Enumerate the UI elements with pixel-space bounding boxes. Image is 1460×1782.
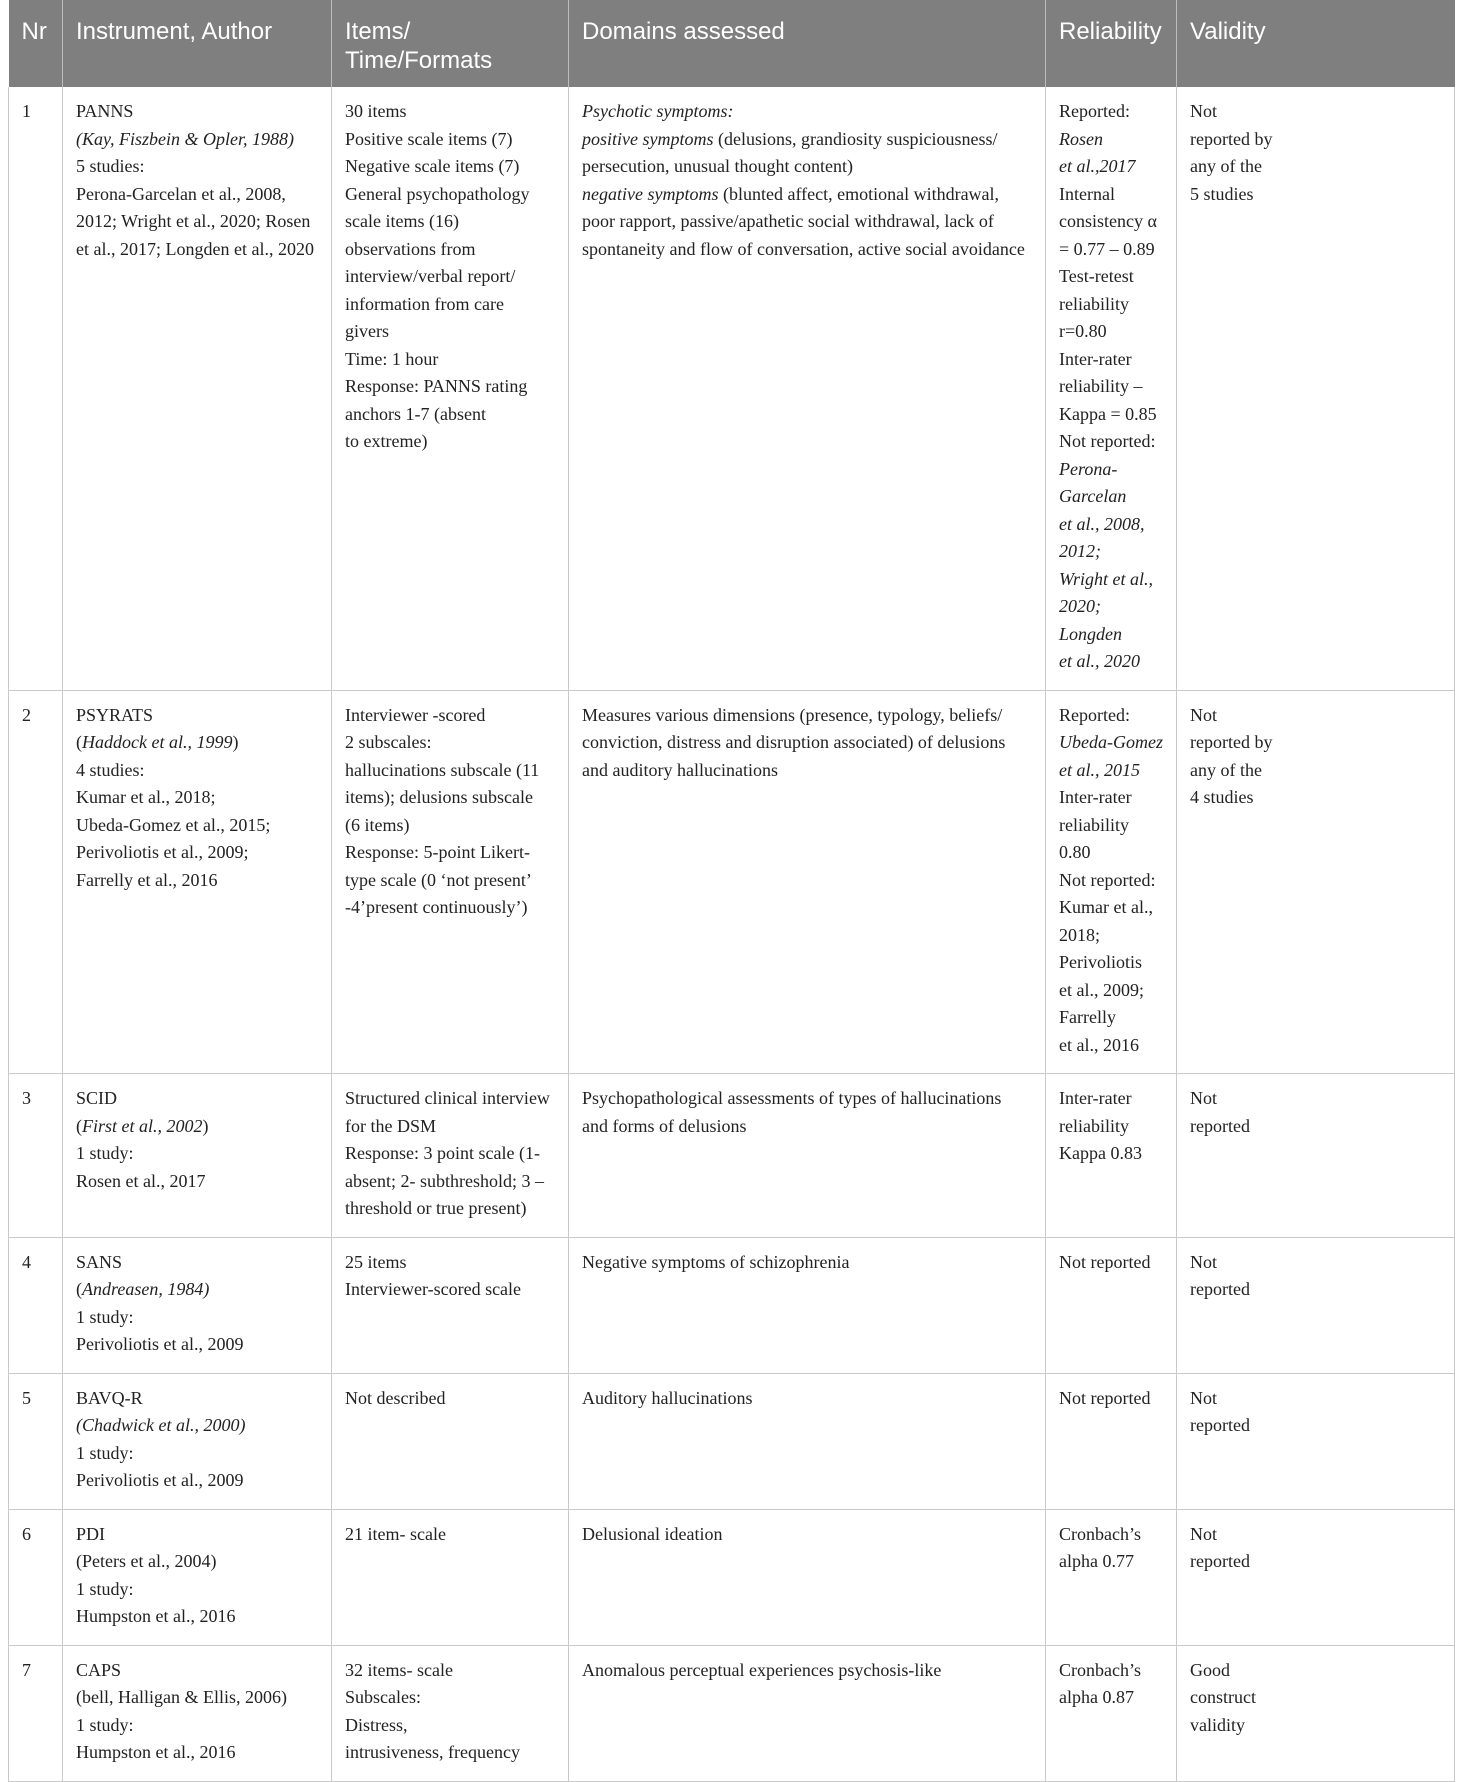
table-row [9,1645,1455,1781]
reported-label: Reported: [1059,704,1130,725]
items-line: to extreme) [345,431,428,451]
not-reported-ref: Longden [1059,623,1122,644]
study-ref: et al., 2017; Longden et al., 2020 [76,238,314,259]
domains-line: and forms of delusions [582,1115,747,1136]
study-ref: Kumar et al., 2018; [76,787,216,807]
not-reported-ref: et al., 2016 [1059,1034,1139,1055]
cell-validity [1177,690,1455,1074]
validity-line: reported [1190,1551,1250,1571]
instrument-author [76,1276,319,1304]
author-paren: ) [232,732,239,752]
not-reported-label: Not reported: [1059,869,1156,890]
cell-instrument [63,1237,332,1373]
cell-domains [569,1645,1046,1781]
cell-validity [1177,1373,1455,1509]
reliability-line: Cronbach’s [1059,1523,1141,1544]
not-reported-ref: 2020; [1059,596,1101,616]
items-line: Response: PANNS rating [345,376,528,396]
header-nr: Nr [9,0,63,87]
items-line: 25 items [345,1251,407,1272]
not-reported-ref: Garcelan [1059,486,1127,506]
instrument-author: (Kay, Fiszbein & Opler, 1988) [76,128,294,149]
reported-ref: Rosen [1059,128,1103,149]
items-line: information from care [345,293,504,314]
domains-line: Negative symptoms of schizophrenia [582,1251,850,1272]
studies-count: 1 study: [76,1578,134,1599]
items-line: -4’present continuously’) [345,897,528,917]
author-paren: ( [76,732,82,752]
items-line: 32 items- scale [345,1659,453,1680]
items-line: interview/verbal report/ [345,266,516,286]
reliability-line: Cronbach’s [1059,1659,1141,1680]
reported-ref: Ubeda-Gomez [1059,732,1163,752]
table-row [9,1074,1455,1238]
reliability-line: Inter-rater [1059,1088,1132,1108]
cell-nr: 5 [9,1373,63,1509]
domains-line [582,181,1033,209]
cell-validity [1177,1645,1455,1781]
not-reported-ref: et al., 2020 [1059,651,1140,671]
studies-count: 5 studies: [76,156,145,176]
not-reported-ref: 2012; [1059,541,1101,561]
items-line: Interviewer -scored [345,704,486,725]
items-line: Not described [345,1387,446,1408]
header-items-line1: Items/ [345,18,411,45]
table-row [9,1237,1455,1373]
cell-items [332,690,569,1074]
cell-items [332,87,569,690]
author-paren: ( [76,1115,82,1136]
not-reported-ref: 2018; [1059,924,1101,945]
study-ref: Humpston et al., 2016 [76,1742,236,1762]
items-line: type scale (0 ‘not present’ [345,869,532,890]
cell-items [332,1509,569,1645]
not-reported-ref: Wright et al., [1059,568,1153,589]
validity-line: reported [1190,1115,1250,1136]
studies-count: 1 study: [76,1306,134,1327]
reliability-detail: r=0.80 [1059,321,1107,341]
cell-domains [569,1074,1046,1238]
items-line: absent; 2- subthreshold; 3 – [345,1170,544,1191]
reliability-detail: Inter-rater [1059,787,1132,807]
cell-reliability [1046,1645,1177,1781]
study-ref: 2012; Wright et al., 2020; Rosen [76,211,311,231]
domains-line: persecution, unusual thought content) [582,156,853,176]
items-line: Distress, [345,1714,408,1735]
not-reported-ref: Perona- [1059,458,1118,479]
header-row [9,0,1455,87]
cell-items [332,1373,569,1509]
table-row [9,1373,1455,1509]
table-body [9,87,1455,1781]
not-reported-ref: Farrelly [1059,1007,1116,1027]
reliability-detail: = 0.77 – 0.89 [1059,238,1155,259]
reliability-line: Kappa 0.83 [1059,1143,1142,1163]
table-row [9,1509,1455,1645]
validity-line: Not [1190,1251,1217,1272]
validity-line: any of the [1190,156,1262,176]
cell-nr: 1 [9,87,63,690]
header-validity: Validity [1177,0,1455,87]
items-line: scale items (16) [345,211,459,231]
validity-line: validity [1190,1714,1245,1735]
author-paren: ) [202,1115,209,1136]
validity-line: Good [1190,1659,1230,1680]
reliability-detail: Inter-rater [1059,348,1132,369]
domains-line: spontaneity and flow of conversation, active social avoidance [582,238,1025,259]
table-row [9,690,1455,1074]
cell-nr: 4 [9,1237,63,1373]
validity-line: reported by [1190,128,1273,149]
domains-line: Auditory hallucinations [582,1387,753,1408]
items-line: threshold or true present) [345,1198,527,1218]
cell-validity [1177,1237,1455,1373]
items-line: givers [345,321,389,341]
study-ref: Ubeda-Gomez et al., 2015; [76,814,271,835]
header-reliability: Reliability [1046,0,1177,87]
instrument-author: (Peters et al., 2004) [76,1551,217,1571]
items-line: for the DSM [345,1115,436,1136]
cell-nr: 7 [9,1645,63,1781]
cell-reliability [1046,1373,1177,1509]
instrument-author: (Chadwick et al., 2000) [76,1415,246,1435]
cell-validity [1177,1509,1455,1645]
table-row [9,87,1455,690]
study-ref: Perivoliotis et al., 2009 [76,1334,244,1354]
validity-line: 4 studies [1190,787,1254,807]
items-line: Positive scale items (7) [345,128,513,149]
negative-symptoms-text: (blunted affect, emotional withdrawal, [718,183,1000,204]
reliability-line: alpha 0.77 [1059,1551,1134,1571]
instrument-name: BAVQ-R [76,1387,143,1408]
items-line: Response: 5-point Likert- [345,842,530,862]
domains-line: and auditory hallucinations [582,759,778,780]
items-line: 21 item- scale [345,1523,446,1544]
cell-items [332,1074,569,1238]
study-ref: Rosen et al., 2017 [76,1170,206,1191]
studies-count: 1 study: [76,1714,134,1735]
instrument-name: PSYRATS [76,704,154,725]
study-ref: Perivoliotis et al., 2009; [76,842,249,862]
cell-validity [1177,1074,1455,1238]
cell-reliability [1046,1074,1177,1238]
cell-instrument [63,1074,332,1238]
domains-line: Psychopathological assessments of types of hallucinations [582,1088,1002,1108]
author-text: First et al., 2002 [82,1115,203,1136]
cell-nr: 6 [9,1509,63,1645]
items-line: Negative scale items (7) [345,156,520,176]
validity-line: any of the [1190,759,1262,780]
validity-line: Not [1190,1088,1217,1108]
validity-line: construct [1190,1687,1256,1707]
negative-symptoms-label: negative symptoms [582,183,719,204]
cell-domains [569,87,1046,690]
not-reported-label: Not reported: [1059,431,1156,451]
reliability-detail: Test-retest [1059,266,1134,286]
domains-line: conviction, distress and disruption associated) of delusions [582,732,1006,752]
studies-count: 1 study: [76,1143,134,1163]
items-line: Subscales: [345,1687,421,1707]
studies-count: 4 studies: [76,759,145,780]
instrument-name: SCID [76,1088,118,1108]
domains-line: Delusional ideation [582,1523,723,1544]
study-ref: Perivoliotis et al., 2009 [76,1470,244,1490]
reliability-detail: Kappa = 0.85 [1059,403,1157,424]
items-line: 30 items [345,101,407,121]
cell-domains [569,690,1046,1074]
positive-symptoms-text: (delusions, grandiosity suspiciousness/ [713,128,998,149]
validity-line: Not [1190,704,1217,725]
items-line: General psychopathology [345,183,530,204]
header-items-line2: Time/Formats [345,47,493,74]
items-line: Interviewer-scored scale [345,1279,522,1299]
cell-domains [569,1237,1046,1373]
instruments-table [8,0,1455,1782]
instrument-name: CAPS [76,1659,122,1680]
cell-instrument [63,1509,332,1645]
items-line: items); delusions subscale [345,787,533,807]
cell-reliability [1046,1509,1177,1645]
items-line: 2 subscales: [345,732,432,752]
cell-reliability [1046,87,1177,690]
reliability-line: Not reported [1059,1251,1151,1272]
domains-line: Measures various dimensions (presence, typology, beliefs/ [582,704,1003,725]
reported-ref: et al., 2015 [1059,759,1140,780]
domains-line: Anomalous perceptual experiences psychosis-like [582,1659,942,1680]
author-paren: ( [76,1279,82,1299]
cell-items [332,1645,569,1781]
instrument-name: PDI [76,1523,106,1544]
reported-ref: et al.,2017 [1059,156,1136,176]
header-items [332,0,569,87]
not-reported-ref: et al., 2008, [1059,513,1145,534]
not-reported-ref: Kumar et al., [1059,897,1153,917]
cell-items [332,1237,569,1373]
domains-line [582,126,1033,154]
reliability-line: alpha 0.87 [1059,1687,1134,1707]
cell-reliability [1046,1237,1177,1373]
reliability-detail: 0.80 [1059,842,1091,862]
table-header [9,0,1455,87]
reported-label: Reported: [1059,101,1130,121]
instrument-author [76,729,319,757]
study-ref: Farrelly et al., 2016 [76,869,218,890]
reliability-line: reliability [1059,1115,1129,1136]
reliability-detail: Internal [1059,183,1115,204]
instrument-author: (bell, Halligan & Ellis, 2006) [76,1687,287,1707]
validity-line: Not [1190,1387,1217,1408]
cell-instrument [63,1645,332,1781]
cell-nr: 3 [9,1074,63,1238]
instrument-name: SANS [76,1251,123,1272]
header-domains: Domains assessed [569,0,1046,87]
items-line: hallucinations subscale (11 [345,759,540,780]
reliability-detail: consistency α [1059,211,1157,231]
reliability-detail: reliability – [1059,376,1143,396]
cell-instrument [63,690,332,1074]
cell-reliability [1046,690,1177,1074]
validity-line: Not [1190,101,1217,121]
cell-instrument [63,1373,332,1509]
items-line: intrusiveness, frequency [345,1742,520,1762]
items-line: observations from [345,238,476,259]
studies-count: 1 study: [76,1442,134,1463]
header-instrument: Instrument, Author [63,0,332,87]
validity-line: reported [1190,1279,1250,1299]
study-ref: Perona-Garcelan et al., 2008, [76,183,286,204]
items-line: Time: 1 hour [345,348,439,369]
domains-line: poor rapport, passive/apathetic social withdrawal, lack of [582,211,994,231]
cell-instrument [63,87,332,690]
instrument-name: PANNS [76,101,134,121]
items-line: Structured clinical interview [345,1088,550,1108]
validity-line: Not [1190,1523,1217,1544]
items-line: (6 items) [345,814,410,835]
cell-validity [1177,87,1455,690]
validity-line: reported by [1190,732,1273,752]
instrument-author [76,1113,319,1141]
reliability-line: Not reported [1059,1387,1151,1408]
cell-domains [569,1373,1046,1509]
reliability-detail: reliability [1059,814,1129,835]
author-text: Haddock et al., 1999 [82,732,233,752]
author-text: Andreasen, 1984) [82,1279,210,1299]
study-ref: Humpston et al., 2016 [76,1606,236,1626]
not-reported-ref: Perivoliotis [1059,952,1143,972]
domains-heading: Psychotic symptoms: [582,101,734,121]
items-line: anchors 1-7 (absent [345,403,486,424]
not-reported-ref: et al., 2009; [1059,979,1144,1000]
cell-nr: 2 [9,690,63,1074]
items-line: Response: 3 point scale (1- [345,1143,540,1163]
cell-domains [569,1509,1046,1645]
positive-symptoms-label: positive symptoms [582,128,714,149]
validity-line: 5 studies [1190,183,1254,204]
validity-line: reported [1190,1415,1250,1435]
reliability-detail: reliability [1059,293,1129,314]
